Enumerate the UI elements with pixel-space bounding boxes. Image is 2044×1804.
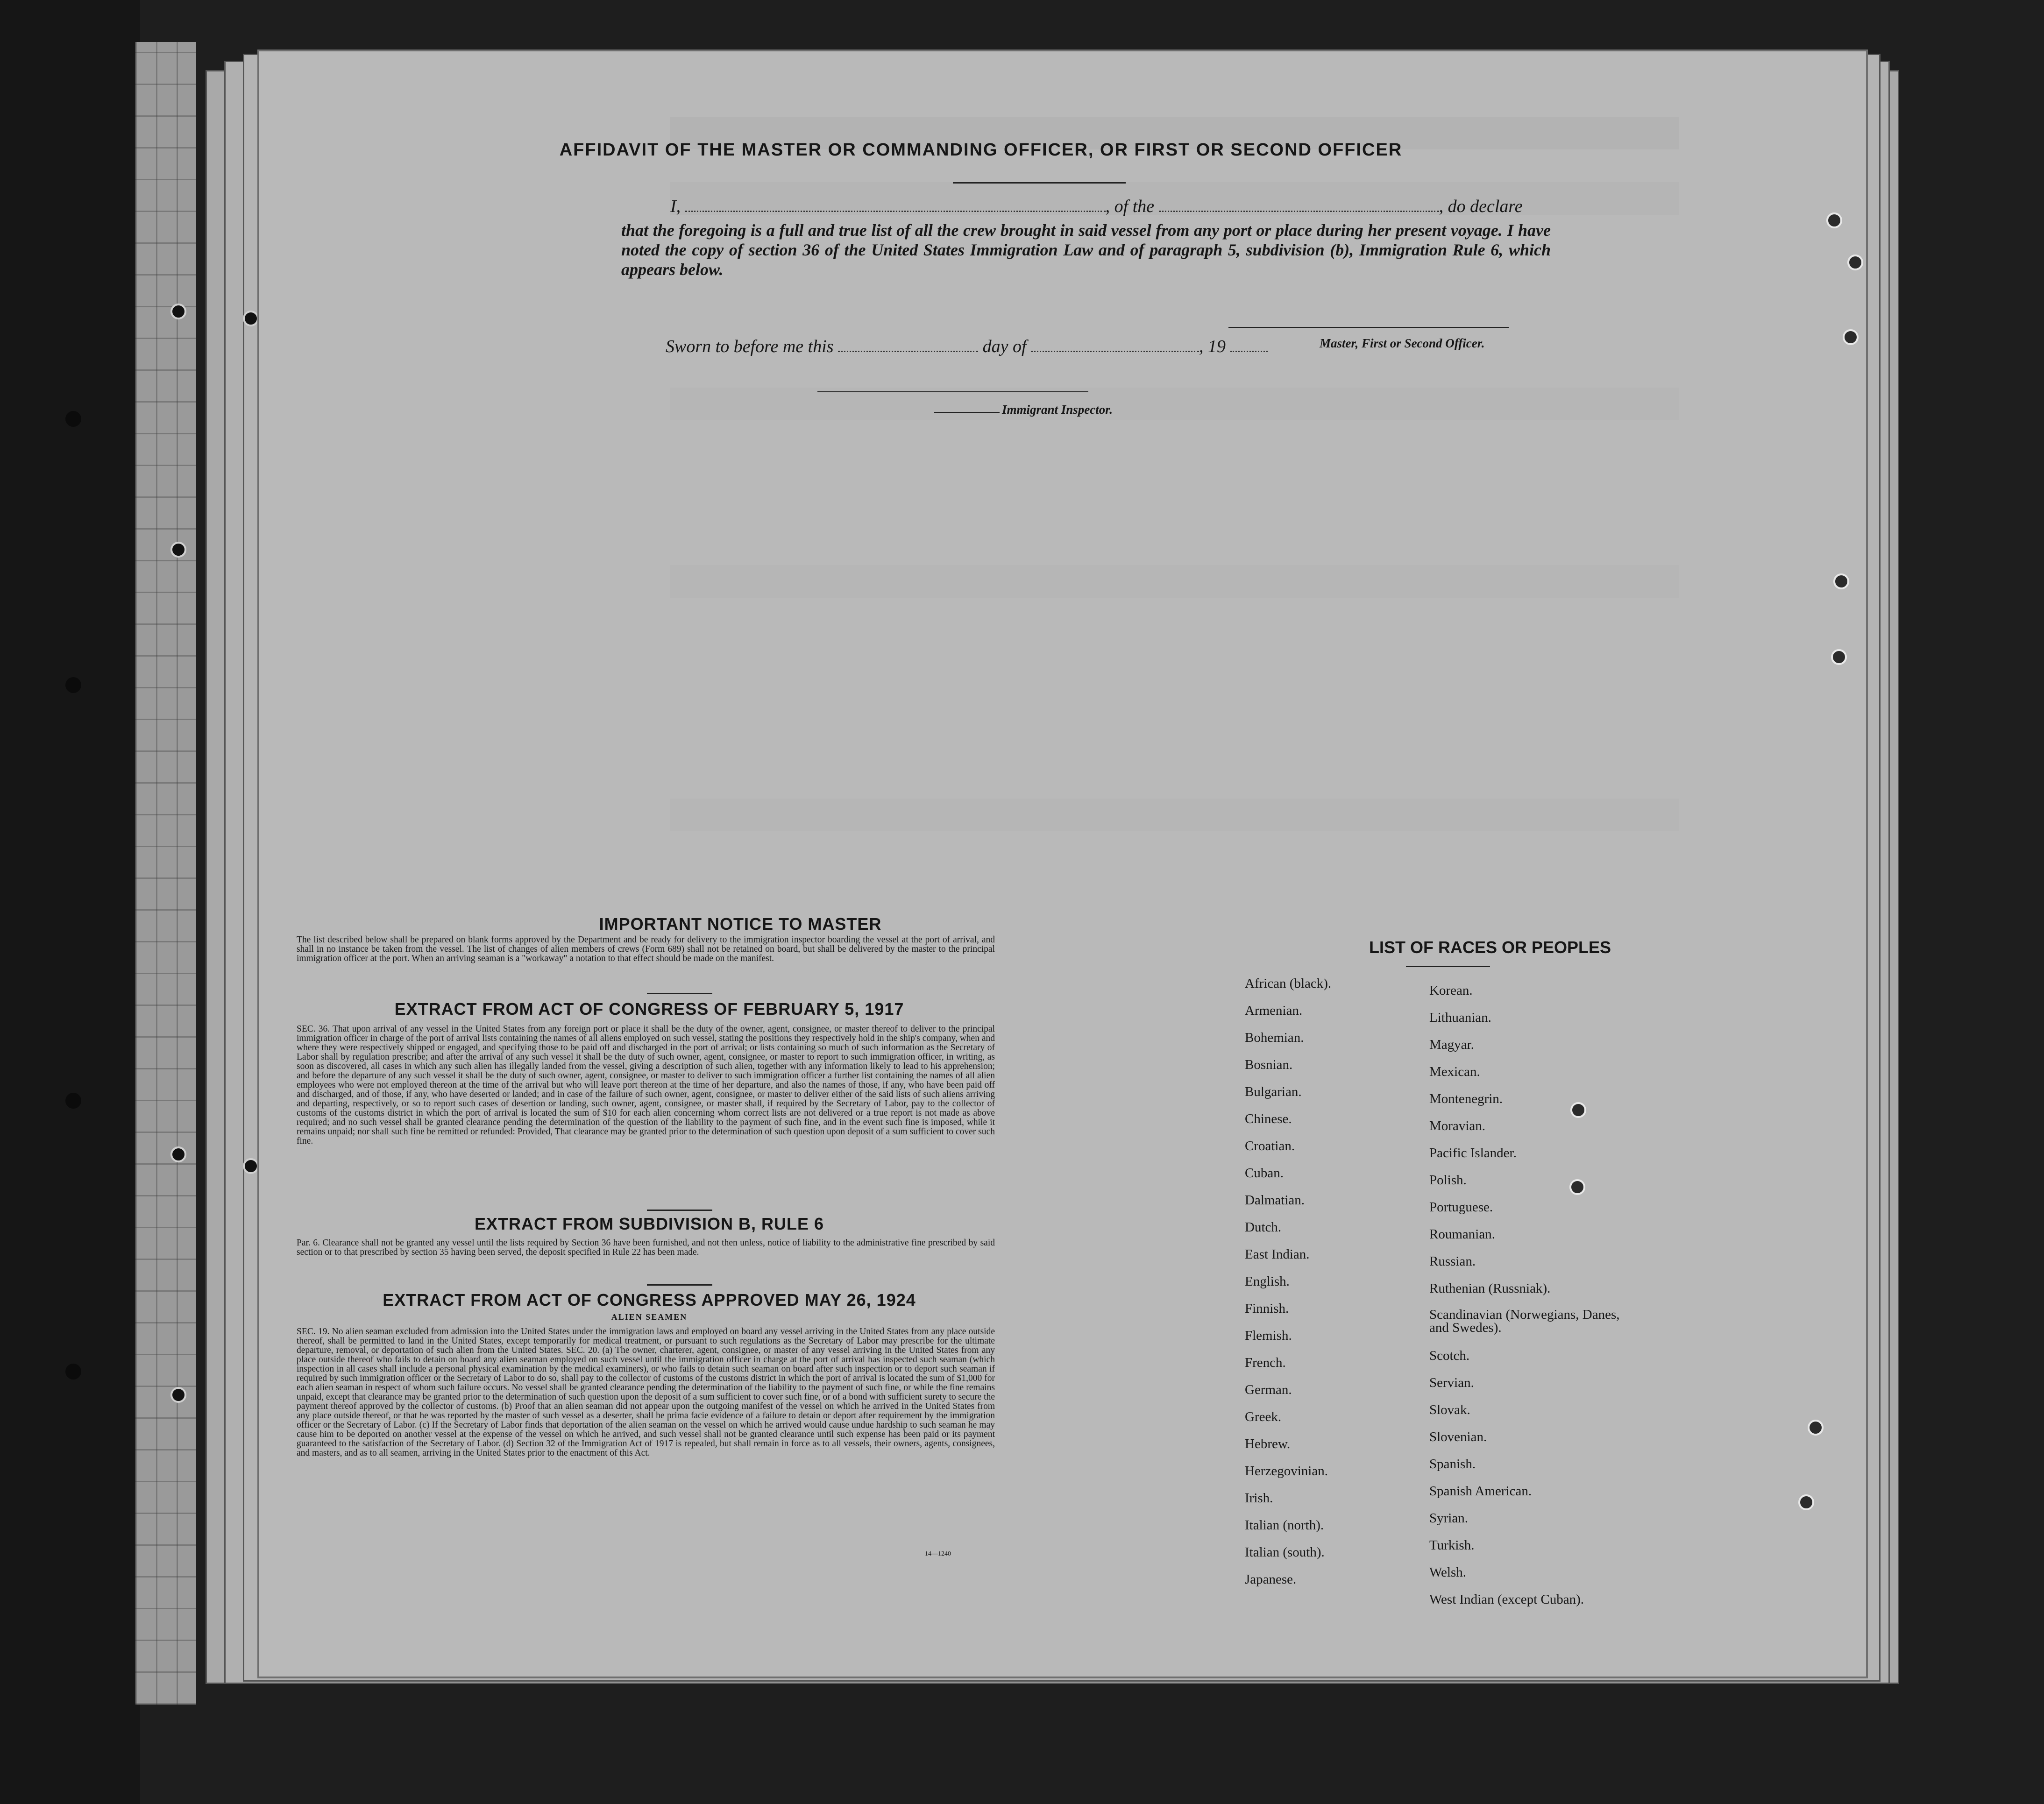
race-item: Slovak. [1429,1402,1470,1417]
sworn-line [666,336,1268,357]
title-rule [953,182,1126,184]
extract-1924-text: SEC. 19. No alien seaman excluded from admission into the United States under the immigration laws and employed on board any vessel arriving in the United States from any place outside thereof, shall be permitted to land in the United States, except temporarily for medical treatment, or pursuant to such regulations as the Secretary of Labor may prescribe for the ultimate departure, removal, or deportation of such alien from the United States. SEC. 20. (a) The owner, charterer, agent, consignee, or master of any vessel arriving in the United States from any place outside thereof who fails to detain on board any alien seaman employed on such vessel until the immigration officer in charge at the port of arrival has inspected such seaman (which inspection in all cases shall include a personal physical examination by the medical examiners), or who fails to detain such seaman on board after such inspection or to deport such seaman if required by such immigration officer or the Secretary of Labor to do so, shall pay to the collector of customs of the customs district in which the port of arrival is located the sum of $1,000 for each alien seaman in respect of whom such failure occurs. No vessel shall be granted clearance pending the determination of the liability to the payment of such fine, or while the fine remains unpaid, except that clearance may be granted prior to the determination of such question upon the deposit of a sum sufficient to cover such fine, or of a bond with sufficient surety to secure the payment thereof approved by the collector of customs. (b) Proof that an alien seaman did not appear upon the outgoing manifest of the vessel on which he arrived in the United States from any place outside thereof, or that he was reported by the master of such vessel as a deserter, shall be prima facie evidence of a failure to detain or deport after requirement by the immigration officer or the Secretary of Labor. (c) If the Secretary of Labor finds that deportation of the alien seaman on the vessel on which he arrived would cause undue hardship to such seaman he may cause him to be deported on another vessel at the expense of the vessel on which he arrived, and such vessel shall not be granted clearance until such expense has been paid or its payment guaranteed to the satisfaction of the Secretary of Labor. (d) Section 32 of the Immigration Act of 1917 is repealed, but shall remain in force as to all vessels, their owners, agents, consignees, and masters, and as to all seamen, arriving in the United States prior to the enactment of this Act. [297,1327,995,1458]
punch-hole [170,542,186,558]
race-item: Russian. [1429,1254,1476,1269]
race-item: Armenian. [1245,1003,1303,1018]
alien-seamen-subhead: ALIEN SEAMEN [611,1312,688,1322]
punch-hole [170,1146,186,1162]
race-item: Polish. [1429,1173,1467,1188]
race-item: Croatian. [1245,1139,1295,1153]
notice-text: The list described below shall be prepared on blank forms approved by the Department and be ready for delivery to the immigration inspector boarding the vessel at the port of arrival, and shall in no instance be taken from the vessel. The list of changes of alien members of crews (Form 689) shall not be retained on board, but shall be delivered by the master to the principal immigration officer at the port. When an arriving seaman is a "workaway" a notation to that effect should be made on the manifest. [297,935,995,963]
race-item: Herzegovinian. [1245,1464,1328,1479]
extract-rule6-text: Par. 6. Clearance shall not be granted any vessel until the lists required by Section 36 have been furnished, and not then unless, notice of liability to the administrative fine prescribed by said section or to that prescribed by section 35 having been served, the deposit specified in Rule 22 has been made. [297,1238,995,1257]
race-item: Magyar. [1429,1037,1474,1052]
affidavit-declare: , do declare [1439,197,1523,216]
extract-1917-title: EXTRACT FROM ACT OF CONGRESS OF FEBRUARY 5, 1917 [394,999,904,1019]
races-rule [1406,966,1490,967]
extract-rule6-title: EXTRACT FROM SUBDIVISION B, RULE 6 [474,1214,824,1233]
race-item: Flemish. [1245,1328,1292,1343]
race-item: Spanish American. [1429,1484,1532,1499]
race-item: Cuban. [1245,1166,1284,1181]
inspector-caption: Immigrant Inspector. [1002,403,1113,417]
affidavit-title: AFFIDAVIT OF THE MASTER OR COMMANDING OFFICER, OR FIRST OR SECOND OFFICER [559,140,1403,160]
race-item: Dalmatian. [1245,1193,1305,1208]
binder-strip [135,42,196,1705]
race-item: Spanish. [1429,1457,1476,1471]
race-item: Slovenian. [1429,1429,1487,1444]
punch-hole [243,1158,259,1174]
race-item: Montenegrin. [1429,1091,1503,1106]
race-item: French. [1245,1355,1286,1370]
race-item: Portuguese. [1429,1200,1493,1215]
race-item: Dutch. [1245,1220,1282,1235]
bleed-through [670,388,1679,420]
race-item: West Indian (except Cuban). [1429,1592,1584,1607]
extract-1924-title: EXTRACT FROM ACT OF CONGRESS APPROVED MAY 26, 1924 [383,1290,916,1309]
race-item: Greek. [1245,1409,1282,1424]
extract-1917-text: SEC. 36. That upon arrival of any vessel in the United States from any foreign port or place it shall be the duty of the owner, agent, consignee, or master thereof to deliver to the principal immigration officer in charge of the port of arrival lists containing the names of all aliens employed on such vessel, stating the positions they respectively hold in the ship's company, when and where they were respectively shipped or engaged, and specifying those to be paid off and discharged in the port of arrival; or lists containing so much of such information as the Secretary of Labor shall by regulation prescribe; and after the arrival of any such vessel it shall be the duty of such owner, agent, consignee, or master to report to such immigration officer, in writing, as soon as discovered, all cases in which any such alien has illegally landed from the vessel, giving a description of such alien, together with any information likely to lead to his apprehension; and before the departure of any such vessel it shall be the duty of such owner, agent, consignee, or master to deliver to such immigration officer a further list containing the names of all alien employees who were not employed thereon at the time of the arrival but who will leave port thereon at the time of her departure, and also the names of those, if any, who have been paid off and discharged, and of those, if any, who have deserted or landed; and in case of the failure of such owner, agent, consignee, or master to deliver either of the said lists of such aliens arriving and departing, respectively, or so to report such cases of desertion or landing, such owner, agent, consignee, or master shall, if required by the Secretary of Labor, pay to the collector of customs of the customs district in which the port of arrival is located the sum of $10 for each alien concerning whom correct lists are not delivered or a true report is not made as above required; and no such vessel shall be granted clearance pending the determination of the question of the liability to the payment of such fine, and in the event such fine is imposed, while it remains unpaid; nor shall such fine be remitted or refunded: Provided, That clearance may be granted prior to the determination of such question upon deposit of a sum sufficient to cover such fine. [297,1024,995,1146]
race-item: African (black). [1245,976,1332,991]
name-blank [685,197,1106,212]
race-item: Ruthenian (Russniak). [1429,1281,1551,1296]
punch-hole [1833,573,1849,589]
race-item: Japanese. [1245,1572,1297,1587]
inspector-signature-line [817,391,1088,392]
rule [647,1284,712,1286]
sworn-day-blank [838,337,978,352]
affidavit-line-1 [670,196,1523,217]
race-item: Servian. [1429,1375,1474,1390]
sworn-month-blank [1031,337,1199,352]
race-item: Syrian. [1429,1511,1468,1526]
sworn-day: day of [982,337,1027,356]
binder-ring [65,677,81,693]
race-item: Welsh. [1429,1565,1467,1580]
race-item: English. [1245,1274,1290,1289]
rule [647,993,712,994]
punch-hole [1798,1494,1814,1510]
race-item: Italian (north). [1245,1518,1324,1533]
punch-hole [1826,212,1842,228]
race-item: Turkish. [1429,1538,1475,1553]
race-item: Bulgarian. [1245,1084,1302,1099]
race-item: Mexican. [1429,1064,1480,1079]
race-item: Scotch. [1429,1348,1470,1363]
races-title: LIST OF RACES OR PEOPLES [1369,938,1611,957]
race-item: Roumanian. [1429,1227,1495,1242]
punch-hole [1847,255,1863,270]
form-number: 14—1240 [925,1550,951,1557]
race-item: Irish. [1245,1491,1273,1506]
race-item: Hebrew. [1245,1436,1291,1451]
binder-ring [65,1093,81,1109]
affidavit-i: I, [670,197,681,216]
binder-ring [65,411,81,427]
punch-hole [1570,1102,1586,1118]
race-item: Scandinavian (Norwegians, Danes, and Swedes). [1429,1307,1620,1335]
punch-hole [1569,1179,1585,1195]
rule [647,1210,712,1211]
race-item: Bohemian. [1245,1030,1304,1045]
scan-frame-left [0,0,140,1804]
race-item: Chinese. [1245,1111,1292,1126]
inspector-caption-lead [934,412,1000,413]
affidavit-of-the: , of the [1105,197,1155,216]
master-caption: Master, First or Second Officer. [1320,336,1485,350]
race-item: Finnish. [1245,1301,1289,1316]
race-item: Pacific Islander. [1429,1146,1517,1160]
punch-hole [170,1387,186,1403]
affidavit-body: that the foregoing is a full and true list of all the crew brought in said vessel from any port or place during her present voyage. I have noted the copy of section 36 of the United States Immigration Law and of paragraph 5, subdivision (b), Immigration Rule 6, which appears below. [621,221,1551,279]
binder-ring [65,1364,81,1380]
race-item: Moravian. [1429,1118,1485,1133]
race-item: German. [1245,1382,1292,1397]
bleed-through [670,565,1679,598]
punch-hole [243,311,259,326]
race-item: Bosnian. [1245,1057,1293,1072]
race-item: Italian (south). [1245,1545,1325,1560]
race-item: Lithuanian. [1429,1010,1491,1025]
punch-hole [1808,1420,1824,1436]
punch-hole [1843,329,1859,345]
punch-hole [170,304,186,319]
sworn-prefix: Sworn to before me this [666,337,834,356]
race-item: Korean. [1429,983,1473,998]
sworn-year-blank [1230,337,1268,352]
master-signature-line [1228,327,1509,328]
notice-title: IMPORTANT NOTICE TO MASTER [599,914,882,934]
sworn-year: , 19 [1199,337,1226,356]
vessel-blank [1159,197,1439,212]
bleed-through [670,799,1679,831]
punch-hole [1831,649,1847,665]
race-item: East Indian. [1245,1247,1310,1262]
